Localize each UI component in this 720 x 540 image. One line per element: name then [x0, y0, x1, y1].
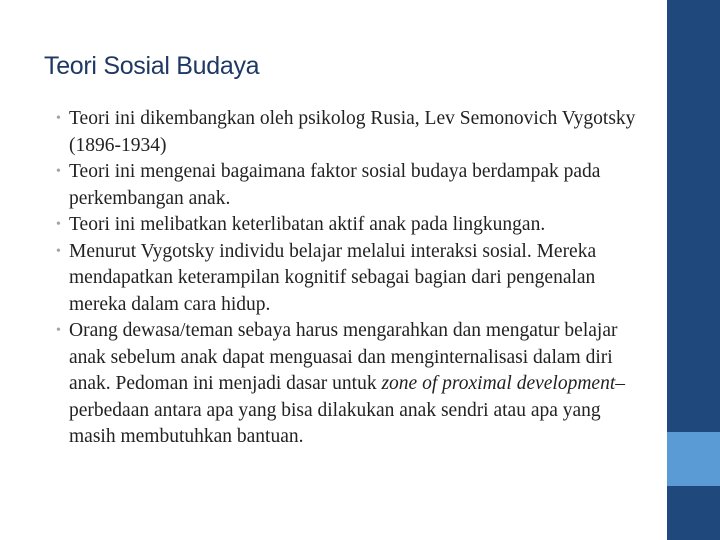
bullet-text-before: Orang dewasa/teman sebaya harus mengarahkan dan mengatur belajar anak sebelum anak dapat menguasai dan menginternalisasi dalam diri anak. Pedoman ini menjadi dasar untuk	[69, 320, 618, 394]
bullet-dot-icon: •	[56, 164, 61, 179]
bullet-item	[56, 159, 642, 212]
bullet-text: Teori ini mengenai bagaimana faktor sosial budaya berdampak pada perkembangan anak.	[69, 161, 601, 209]
bullet-item	[56, 106, 642, 159]
slide-title: Teori Sosial Budaya	[44, 52, 260, 80]
sidebar-bar-bottom	[667, 486, 720, 540]
bullet-item	[56, 239, 642, 319]
bullet-item	[56, 212, 642, 239]
bullet-text: Teori ini melibatkan keterlibatan aktif anak pada lingkungan.	[69, 214, 546, 235]
bullet-dot-icon: •	[56, 243, 61, 259]
bullet-text: Menurut Vygotsky individu belajar melalui interaksi sosial. Mereka mendapatkan keterampilan kognitif sebagai bagian dari pengenalan mereka dalam cara hidup.	[69, 240, 597, 315]
bullet-list	[56, 106, 642, 451]
bullet-text-after: –perbedaan antara apa yang bisa dilakukan anak sendri atau apa yang masih membutuhkan bantuan.	[69, 373, 625, 447]
bullet-dot-icon: •	[56, 111, 61, 126]
sidebar-bar-dark	[667, 0, 720, 432]
bullet-text: Teori ini dikembangkan oleh psikolog Rusia, Lev Semonovich Vygotsky (1896-1934)	[69, 108, 636, 156]
bullet-text-italic: zone of proximal development	[381, 373, 616, 394]
bullet-dot-icon: •	[56, 323, 61, 338]
bullet-item	[56, 318, 642, 451]
bullet-dot-icon: •	[56, 217, 61, 232]
sidebar-bar-light	[667, 432, 720, 486]
